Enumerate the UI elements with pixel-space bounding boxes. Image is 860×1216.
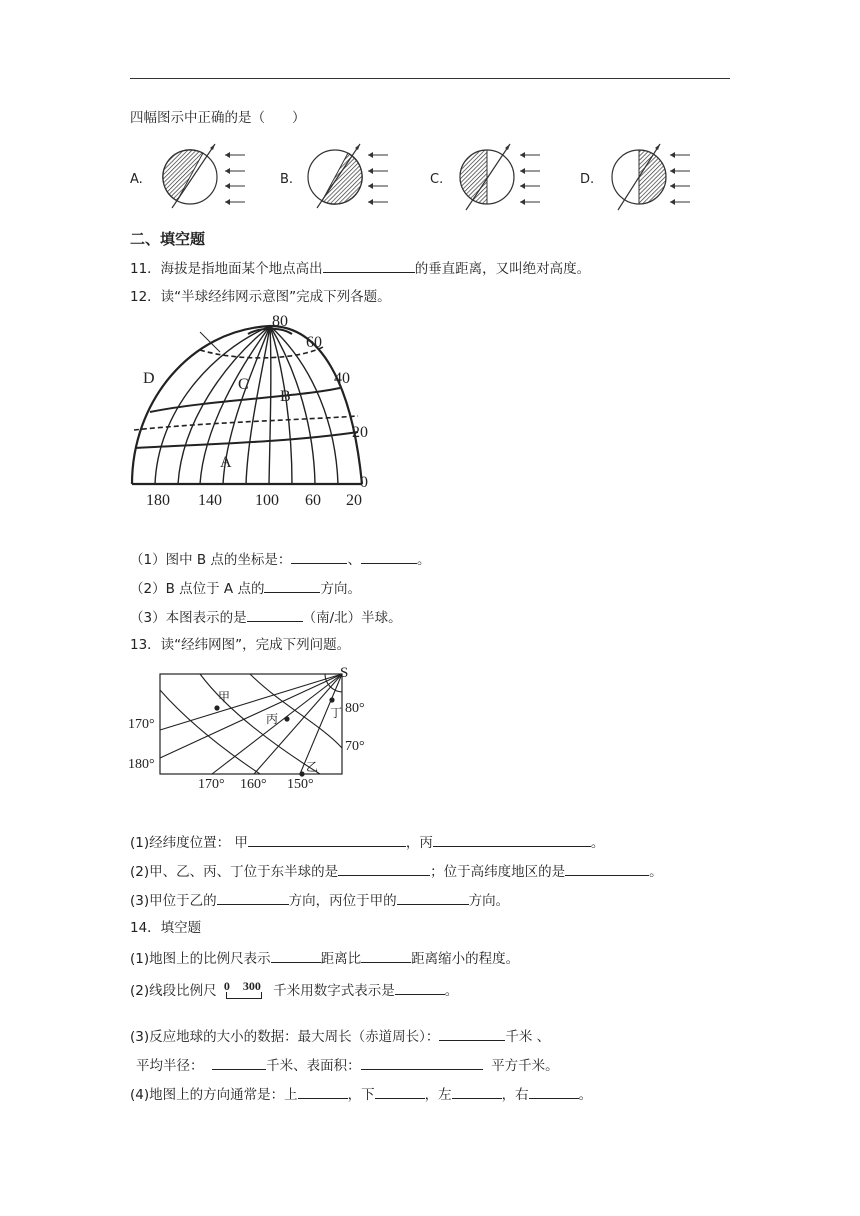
q14-s2-a: (2)线段比例尺	[130, 983, 217, 999]
q13-s3-post: 方向。	[468, 893, 510, 909]
q13-s1-blank-2[interactable]	[433, 832, 591, 847]
lon-label-180: 180	[146, 492, 170, 509]
q14-stem: 14．填空题	[130, 920, 202, 936]
lat-label-80: 80	[272, 313, 288, 330]
q12-s3-blank[interactable]	[247, 607, 303, 622]
point-bing: 丙	[266, 712, 279, 726]
left-label-170: 170°	[128, 717, 155, 732]
q14-sub3b	[136, 1055, 559, 1075]
scale-bar	[226, 992, 262, 999]
option-b-label: B.	[280, 172, 294, 187]
lat-label-0: 0	[360, 474, 368, 491]
q12-s1-post: 。	[416, 552, 431, 568]
q13-s3-mid: 方向，丙位于甲的	[288, 893, 397, 909]
option-d-figure	[604, 140, 709, 212]
option-c-label: C.	[430, 172, 444, 187]
q11-pre: 11．海拔是指地面某个地点高出	[130, 261, 323, 277]
header-rule	[130, 78, 730, 79]
q11-blank[interactable]	[323, 258, 415, 273]
q14-s1-blank-2[interactable]	[361, 948, 411, 963]
q14-s1-c: 距离缩小的程度。	[411, 951, 520, 967]
point-d: D	[143, 370, 155, 387]
q13-s2-mid: ；位于高纬度地区的是	[430, 864, 566, 880]
q14-s4-b: 千米、表面积：	[266, 1058, 361, 1074]
q10-stem: 四幅图示中正确的是（ ）	[130, 110, 306, 126]
q14-s4-c: 平方千米。	[491, 1058, 559, 1074]
point-a: A	[220, 454, 232, 471]
q13-s2-blank-2[interactable]	[565, 861, 649, 876]
q14-s2-blank[interactable]	[395, 980, 445, 995]
q14-s3-b: 千米 、	[505, 1029, 551, 1045]
lat-label-60: 60	[306, 334, 322, 351]
q14-s5-blank-4[interactable]	[529, 1084, 579, 1099]
q14-s2-c: 。	[444, 983, 459, 999]
q13-s3-pre: (3)甲位于乙的	[130, 893, 217, 909]
q12-sub2	[130, 578, 361, 598]
q13-sub2	[130, 861, 663, 881]
q12-s1-blank-2[interactable]	[361, 549, 417, 564]
q14-sub4	[130, 1084, 592, 1104]
q11-post: 的垂直距离，又叫绝对高度。	[414, 261, 591, 277]
option-b-figure	[300, 140, 405, 212]
q14-s5-blank-1[interactable]	[298, 1084, 348, 1099]
q13-s2-blank-1[interactable]	[338, 861, 430, 876]
q12-sub1	[130, 549, 430, 569]
q12-s1-blank-1[interactable]	[291, 549, 347, 564]
scale-zero: 0	[223, 979, 230, 993]
q12-s2-blank[interactable]	[264, 578, 320, 593]
q14-s1-a: (1)地图上的比例尺表示	[130, 951, 271, 967]
lon-label-20: 20	[346, 492, 362, 509]
polar-graticule-figure	[130, 664, 380, 792]
q12-s3-pre: （3）本图表示的是	[130, 610, 247, 626]
q14-s5-blank-2[interactable]	[375, 1084, 425, 1099]
bottom-label-150: 150°	[287, 777, 314, 792]
q12-s1-pre: （1）图中 B 点的坐标是：	[130, 552, 292, 568]
q14-sub2	[130, 980, 458, 1000]
point-yi: 乙	[306, 760, 319, 774]
point-ding: 丁	[330, 706, 343, 720]
q13-sub1	[130, 832, 604, 852]
q14-s2-b: 千米用数字式表示是	[273, 983, 395, 999]
bottom-label-170: 170°	[198, 777, 225, 792]
lat-label-40: 40	[334, 370, 350, 387]
q14-sub3	[130, 1026, 550, 1046]
q13-s1-pre: (1)经纬度位置： 甲	[130, 835, 248, 851]
q13-s1-blank-1[interactable]	[248, 832, 406, 847]
q14-s4-blank-2[interactable]	[361, 1055, 483, 1070]
option-c-figure	[452, 140, 557, 212]
q11-text	[130, 258, 590, 278]
q12-s1-mid: 、	[347, 552, 361, 568]
q14-s4-blank-1[interactable]	[212, 1055, 266, 1070]
q12-s2-pre: （2）B 点位于 A 点的	[130, 581, 265, 597]
q13-s2-post: 。	[649, 864, 663, 880]
q13-s1-post: 。	[590, 835, 605, 851]
q14-s3-blank[interactable]	[439, 1026, 505, 1041]
q14-s3-a: (3)反应地球的大小的数据：最大周长（赤道周长）：	[130, 1029, 440, 1045]
q13-s1-mid: ，丙	[405, 835, 433, 851]
hemisphere-graticule-figure	[130, 312, 375, 517]
q13-s3-blank-2[interactable]	[397, 890, 469, 905]
q14-s1-blank-1[interactable]	[271, 948, 321, 963]
q12-sub3	[130, 607, 402, 627]
right-label-70: 70°	[345, 739, 365, 754]
segment-scale	[221, 979, 269, 1000]
right-label-80: 80°	[345, 701, 365, 716]
bottom-label-160: 160°	[240, 777, 267, 792]
lon-label-60: 60	[305, 492, 321, 509]
option-a-figure	[155, 140, 260, 212]
section-title: 二、填空题	[130, 230, 206, 248]
point-c: C	[238, 376, 249, 393]
lon-label-140: 140	[198, 492, 222, 509]
q14-s1-b: 距离比	[320, 951, 362, 967]
scale-300: 300	[242, 979, 261, 993]
q12-stem: 12．读“半球经纬网示意图”完成下列各题。	[130, 289, 391, 305]
q14-s5-b: ，下	[347, 1087, 375, 1103]
point-b: B	[280, 388, 291, 405]
q14-s5-d: ，右	[501, 1087, 529, 1103]
lon-label-100: 100	[255, 492, 279, 509]
pole-label: S	[340, 665, 349, 681]
q12-s3-post: （南/北）半球。	[302, 610, 402, 626]
left-label-180: 180°	[128, 757, 155, 772]
option-a-label: A.	[130, 172, 143, 187]
q14-s5-a: (4)地图上的方向通常是：上	[130, 1087, 298, 1103]
q13-s3-blank-1[interactable]	[217, 890, 289, 905]
q13-sub3	[130, 890, 509, 910]
q14-s5-c: ，左	[424, 1087, 452, 1103]
q14-s5-blank-3[interactable]	[452, 1084, 502, 1099]
q12-s2-post: 方向。	[320, 581, 361, 597]
q14-s4-a: 平均半径：	[136, 1058, 204, 1074]
option-d-label: D.	[580, 172, 595, 187]
q13-stem: 13．读“经纬网图”，完成下列问题。	[130, 637, 351, 653]
point-jia: 甲	[218, 690, 231, 704]
q13-s2-pre: (2)甲、乙、丙、丁位于东半球的是	[130, 864, 339, 880]
q14-s5-e: 。	[578, 1087, 593, 1103]
lat-label-20: 20	[352, 424, 368, 441]
q14-sub1	[130, 948, 519, 968]
